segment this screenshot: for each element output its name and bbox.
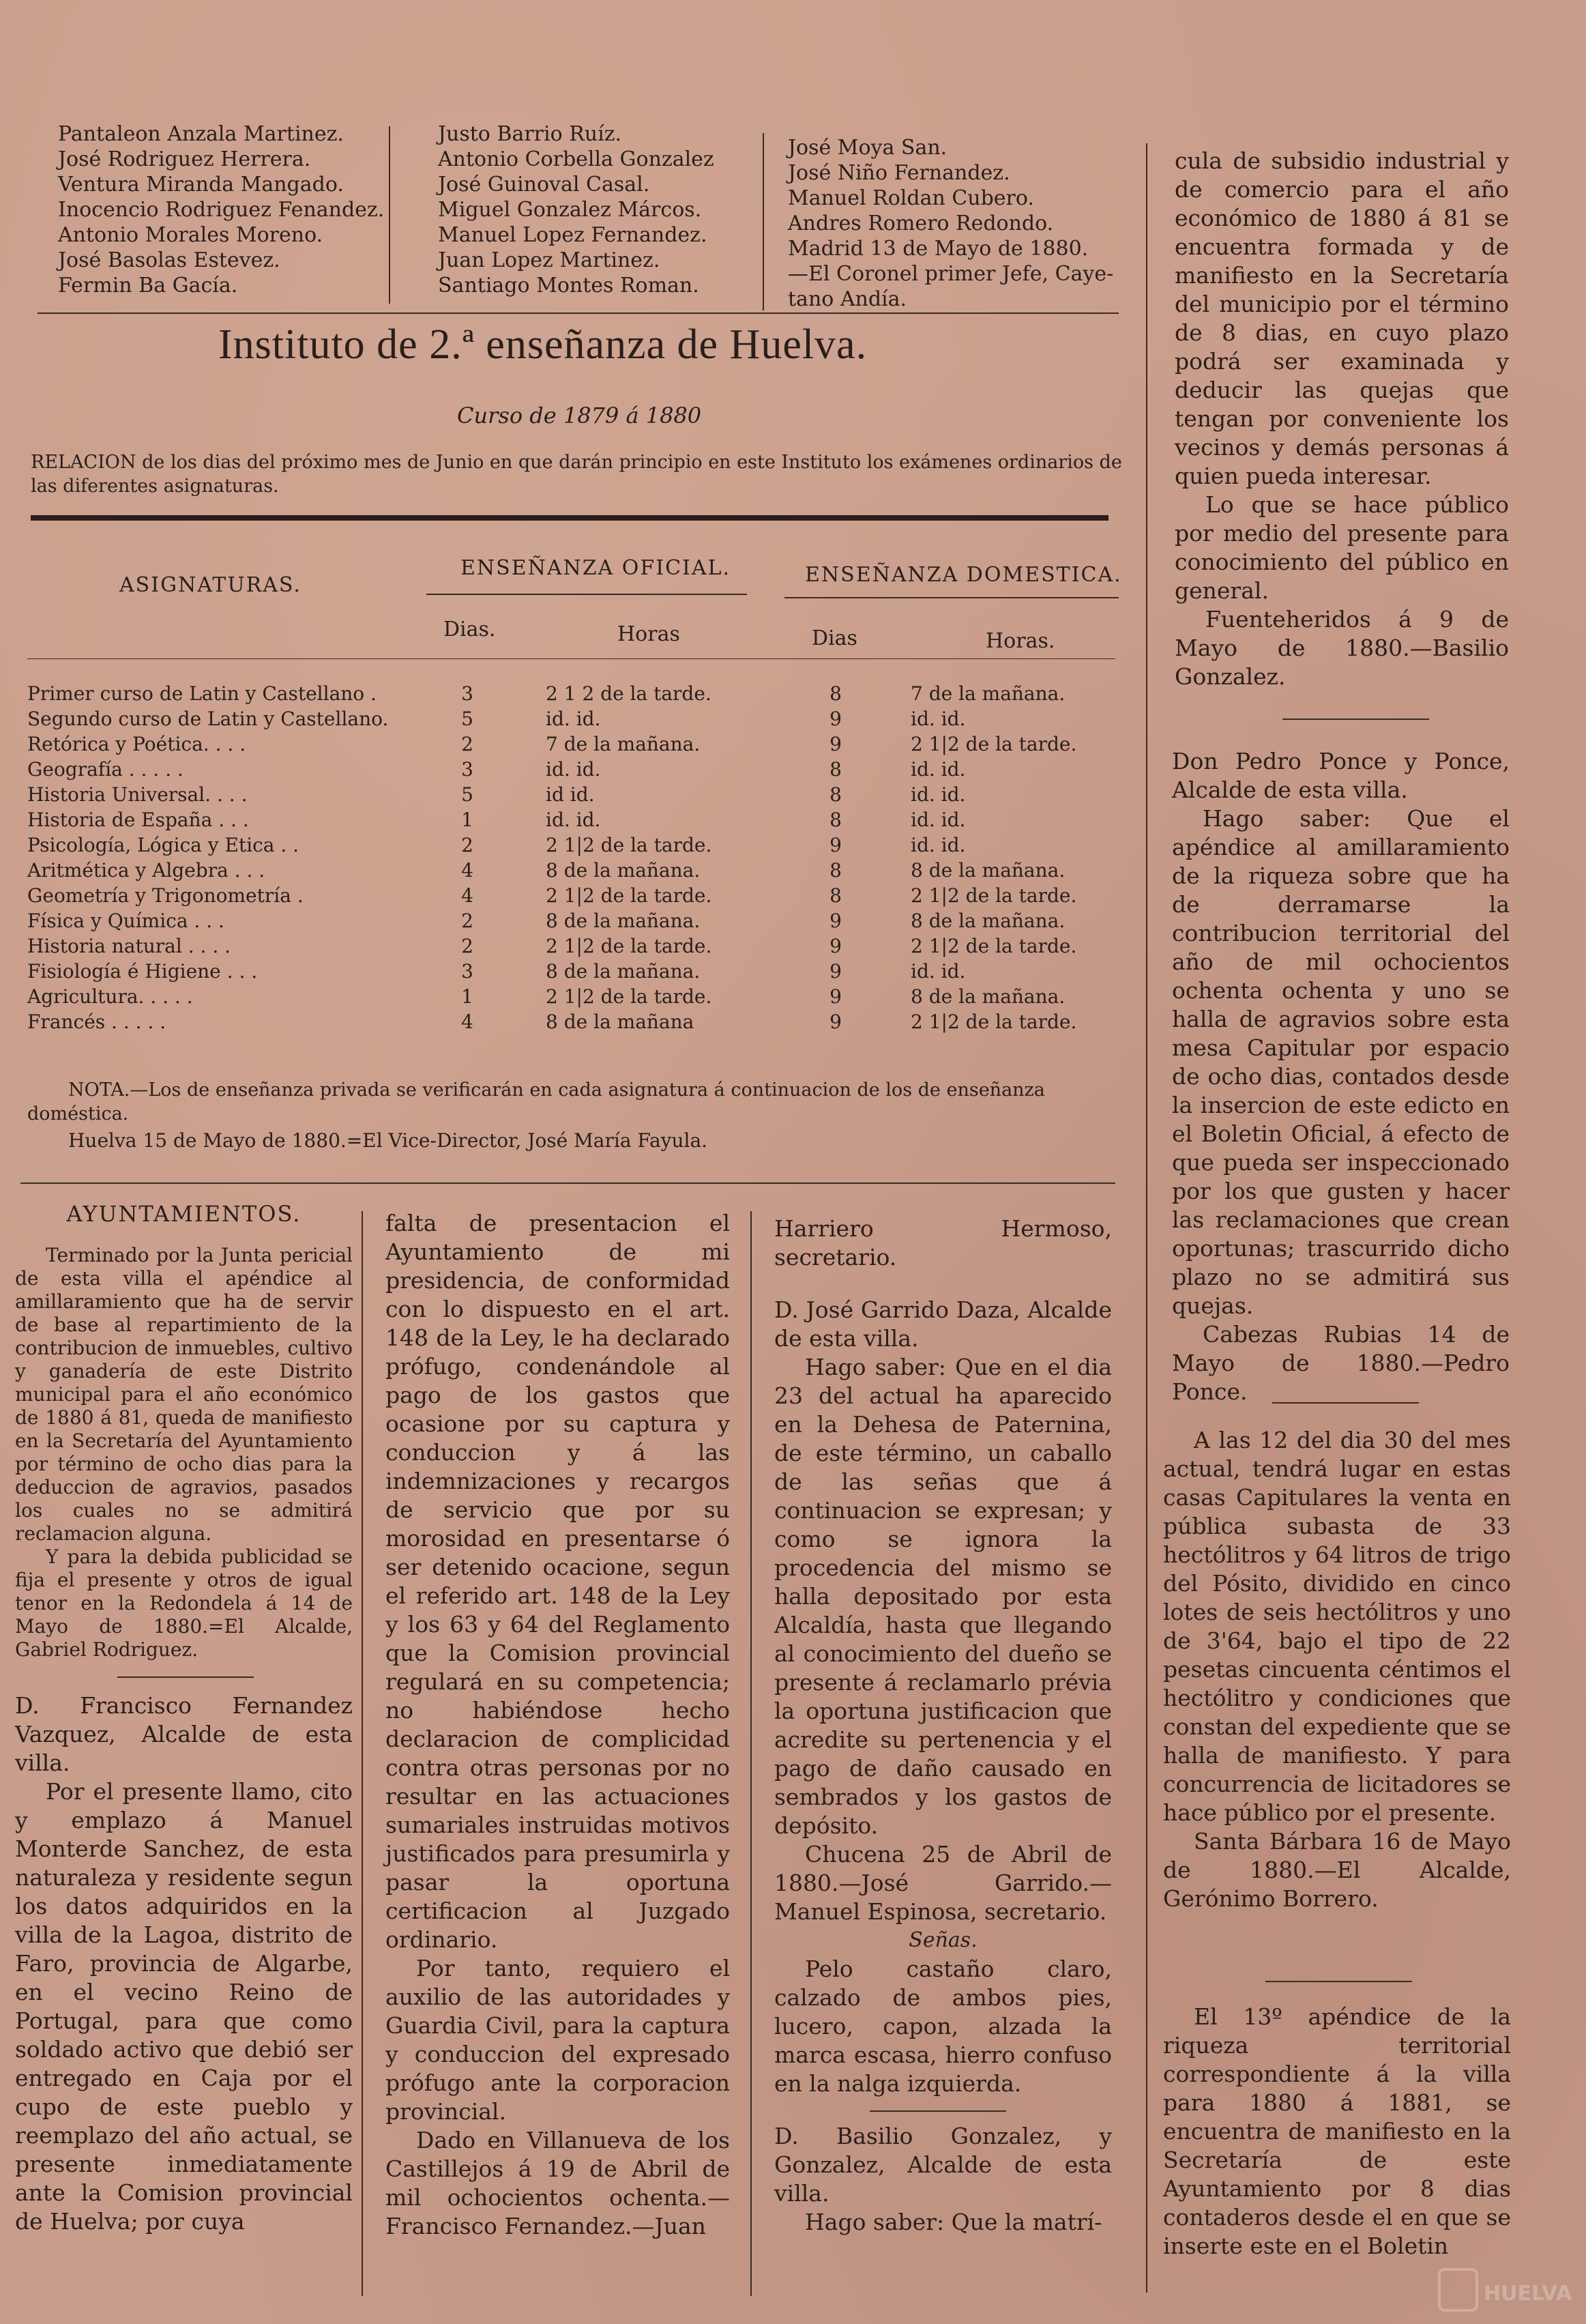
cell-dias-domestica: 8 — [829, 783, 842, 806]
header-rule — [426, 594, 747, 595]
cell-dias-oficial: 3 — [461, 758, 473, 781]
cell-asignatura: Aritmética y Algebra . . . — [27, 859, 265, 882]
cell-dias-domestica: 8 — [829, 682, 842, 705]
junta-notice — [15, 1244, 353, 1661]
notice-heading: Don Pedro Ponce y Ponce, Alcalde de esta villa. — [1172, 748, 1510, 803]
cell-dias-domestica: 9 — [829, 733, 842, 755]
header-dias-oficial: Dias. — [443, 618, 496, 641]
paragraph: Dado en Villanueva de los Castillejos á 19 de Abril de mil ochocientos ochenta.—Francisco Fernandez.—Juan — [385, 2127, 730, 2239]
notice-divider — [870, 2110, 1006, 2112]
name-line: Manuel Lopez Fernandez. — [438, 223, 707, 247]
cell-asignatura: Retórica y Poética. . . . — [27, 733, 246, 755]
header-dias-domestica: Dias — [812, 626, 857, 650]
cell-dias-domestica: 8 — [829, 859, 842, 882]
cell-dias-oficial: 2 — [461, 935, 473, 957]
stamp-label: HUELVA — [1484, 2282, 1572, 2306]
cell-horas-oficial: id. id. — [546, 708, 601, 730]
cell-dias-oficial: 2 — [461, 834, 473, 856]
cell-dias-oficial: 3 — [461, 960, 473, 983]
cell-horas-oficial: id. id. — [546, 758, 601, 781]
cell-dias-domestica: 9 — [829, 985, 842, 1008]
subasta-notice — [1163, 1426, 1511, 1913]
names-list-1 — [58, 121, 384, 298]
cell-horas-oficial: 2 1|2 de la tarde. — [546, 935, 712, 957]
cell-horas-domestica: 2 1|2 de la tarde. — [911, 935, 1077, 957]
cell-asignatura: Historia de España . . . — [27, 809, 249, 831]
paragraph: Por el presente llamo, cito y emplazo á Manuel Monterde Sanchez, de esta naturaleza y residente segun los datos adquiridos en la villa de la Lagoa, distrito de Faro, provincia de Algarbe, en el vecino Reino de Portugal, para que como soldado activo que debió ser entregado en Caja por el cupo de este pueblo y reemplazo del año actual, se presente inmediatamente ante la Comision provincial de Huelva; por cuya — [15, 1778, 353, 2235]
cell-dias-oficial: 3 — [461, 682, 473, 705]
cell-horas-domestica: id. id. — [911, 809, 966, 831]
section-divider — [38, 313, 1119, 314]
cell-horas-domestica: id. id. — [911, 758, 966, 781]
cell-horas-oficial: 7 de la mañana. — [546, 733, 701, 755]
ponce-notice — [1172, 747, 1510, 1406]
cell-horas-domestica: 8 de la mañana. — [911, 859, 1066, 882]
section-divider — [20, 1182, 1115, 1184]
cell-dias-oficial: 5 — [461, 783, 473, 806]
fernandez-notice — [15, 1691, 353, 2236]
curso-subtitle: Curso de 1879 á 1880 — [457, 403, 702, 429]
cell-horas-oficial: 8 de la mañana. — [546, 859, 701, 882]
table-top-rule — [31, 515, 1108, 521]
instituto-title: Instituto de 2.ª enseñanza de Huelva. — [218, 321, 868, 368]
cell-horas-oficial: 2 1|2 de la tarde. — [546, 884, 712, 907]
cell-dias-oficial: 1 — [461, 809, 473, 831]
cell-asignatura: Historia natural . . . . — [27, 935, 231, 957]
cell-horas-domestica: id. id. — [911, 834, 966, 856]
cell-dias-domestica: 9 — [829, 1011, 842, 1033]
cell-dias-domestica: 9 — [829, 834, 842, 856]
apendice-notice — [1163, 2003, 1511, 2261]
cell-horas-oficial: id id. — [546, 783, 595, 806]
header-asignaturas: ASIGNATURAS. — [119, 573, 302, 597]
paragraph: Fuenteheridos á 9 de Mayo de 1880.—Basilio Gonzalez. — [1175, 606, 1509, 690]
cell-dias-oficial: 4 — [461, 1011, 473, 1033]
names-list-3 — [788, 135, 1113, 312]
paragraph: El 13º apéndice de la riqueza territorial correspondiente á la villa para 1880 á 1881, se encuentra de manifiesto en la Secretaría de este Ayuntamiento por 8 dias contaderos desde el en que se inserte este en el Boletin — [1163, 2003, 1511, 2259]
cell-horas-oficial: 2 1 2 de la tarde. — [546, 682, 711, 705]
column-divider — [750, 1211, 752, 2296]
cell-horas-oficial: 2 1|2 de la tarde. — [546, 985, 712, 1008]
nota-text: NOTA.—Los de enseñanza privada se verificarán en cada asignatura á continuacion de los de enseñanza doméstica. — [27, 1079, 1045, 1124]
header-ensenanza-oficial: ENSEÑANZA OFICIAL. — [460, 556, 731, 580]
cell-asignatura: Primer curso de Latin y Castellano . — [27, 682, 377, 705]
cell-horas-domestica: 7 de la mañana. — [911, 682, 1066, 705]
cell-asignatura: Psicología, Lógica y Etica . . — [27, 834, 299, 856]
name-line: Ventura Miranda Mangado. — [58, 173, 344, 197]
section-heading: AYUNTAMIENTOS. — [66, 1201, 302, 1227]
cell-dias-domestica: 8 — [829, 884, 842, 907]
paragraph: Santa Bárbara 16 de Mayo de 1880.—El Alcalde, Gerónimo Borrero. — [1163, 1828, 1511, 1912]
cell-dias-oficial: 4 — [461, 859, 473, 882]
senas-heading: Señas. — [909, 1928, 978, 1952]
paragraph: Chucena 25 de Abril de 1880.—José Garrido.—Manuel Espinosa, secretario. — [774, 1841, 1112, 1925]
paragraph: Terminado por la Junta pericial de esta villa el apéndice al amillaramiento que ha de servir de base al repartimiento de la contribucion de inmuebles, cultivo y ganadería de este Distrito municipal para el año económico de 1880 á 81, queda de manifiesto en la Secretaría del Ayuntamiento por término de ocho dias para la deduccion de agravios, pasados los cuales no se admitirá reclamacion alguna. — [15, 1244, 353, 1545]
paragraph: Pelo castaño claro, calzado de ambos pies, lucero, capon, alzada la marca escasa, hierro confuso en la nalga izquierda. — [774, 1956, 1112, 2097]
name-line: José Niño Fernandez. — [788, 161, 1010, 185]
name-line: Santiago Montes Roman. — [438, 274, 699, 297]
cell-asignatura: Geografía . . . . . — [27, 758, 183, 781]
name-line: Andres Romero Redondo. — [788, 212, 1054, 235]
cell-horas-domestica: 8 de la mañana. — [911, 910, 1066, 932]
name-line: Juan Lopez Martinez. — [438, 248, 660, 272]
cell-dias-oficial: 2 — [461, 733, 473, 755]
cell-asignatura: Fisiología é Higiene . . . — [27, 960, 258, 983]
paragraph: Lo que se hace público por medio del presente para conocimiento del público en general. — [1175, 491, 1509, 604]
relacion-text: RELACION de los dias del próximo mes de Junio en que darán principio en este Instituto los exámenes ordinarios de las diferentes asignaturas. — [31, 452, 1122, 497]
notice-divider — [1265, 1981, 1412, 1982]
name-line: Justo Barrio Ruíz. — [438, 122, 622, 146]
name-line: José Guinoval Casal. — [438, 173, 650, 197]
notice-divider — [1272, 1402, 1419, 1404]
cell-dias-domestica: 9 — [829, 910, 842, 932]
header-rule — [784, 597, 1119, 598]
instituto-signature: Huelva 15 de Mayo de 1880.=El Vice-Director, José María Fayula. — [68, 1129, 708, 1152]
cell-dias-oficial: 1 — [461, 985, 473, 1008]
paragraph: Hago saber: Que la matrí- — [805, 2209, 1102, 2235]
paragraph: Y para la debida publicidad se fija el presente y otros de igual tenor en la Redondela á 14 de Mayo de 1880.=El Alcalde, Gabriel Rodriguez. — [15, 1545, 353, 1661]
cell-asignatura: Historia Universal. . . . — [27, 783, 248, 806]
cell-asignatura: Física y Química . . . — [27, 910, 224, 932]
cell-asignatura: Geometría y Trigonometría . — [27, 884, 304, 907]
name-line: Manuel Roldan Cubero. — [788, 186, 1034, 210]
archive-stamp — [1436, 2263, 1572, 2317]
shield-icon — [1436, 2263, 1572, 2317]
paragraph: falta de presentacion el Ayuntamiento de mi presidencia, de conformidad con lo dispuesto en el art. 148 de la Ley, le ha declarado prófugo, condenándole al pago de los gastos que ocasione por su captura y conduccion y á las indemnizaciones y recargos de servicio que por su morosidad en presentarse ó ser detenido ocacione, segun el referido art. 148 de la Ley y los 63 y 64 del Reglamento que la Comision provincial regulará en su competencia; no habiéndose hecho declaracion de complicidad contra otras personas por no resultar en las actuaciones sumariales instruidas motivos justificados para presumirla y pasar la oportuna certificacion al Juzgado ordinario. — [385, 1210, 730, 1953]
cell-horas-oficial: 8 de la mañana — [546, 1011, 694, 1033]
header-rule — [27, 658, 1115, 659]
name-line: Antonio Morales Moreno. — [58, 223, 323, 247]
paragraph: A las 12 del dia 30 del mes actual, tendrá lugar en estas casas Capitulares la venta en pública subasta de 33 hectólitros y 64 litros de trigo del Pósito, dividido en cinco lotes de seis hectólitros y uno de 3'64, bajo el tipo de 22 pesetas cincuenta céntimos el hectólitro y condiciones que constan del expediente que se halla de manifiesto. Y para concurrencia de licitadores se hace público por el presente. — [1163, 1427, 1511, 1826]
cell-horas-domestica: 2 1|2 de la tarde. — [911, 733, 1077, 755]
cell-asignatura: Segundo curso de Latin y Castellano. — [27, 708, 389, 730]
header-ensenanza-domestica: ENSEÑANZA DOMESTICA. — [805, 563, 1122, 587]
cell-horas-domestica: id. id. — [911, 960, 966, 983]
column-divider — [362, 1211, 363, 2296]
name-line: Inocencio Rodriguez Fenandez. — [58, 198, 385, 222]
names-list-2 — [438, 121, 714, 298]
cell-horas-domestica: 8 de la mañana. — [911, 985, 1066, 1008]
notice-divider — [1282, 718, 1429, 720]
column-divider — [1146, 143, 1147, 2293]
header-horas-oficial: Horas — [617, 622, 680, 646]
cell-asignatura: Agricultura. . . . . — [27, 985, 193, 1008]
notice-heading: D. Basilio Gonzalez, y Gonzalez, Alcalde de esta villa. — [774, 2123, 1112, 2207]
paragraph: Hago saber: Que en el dia 23 del actual ha aparecido en la Dehesa de Paternina, de este término, un caballo de las señas que á continuacion se expresan; y como se ignora la procedencia del mismo se halla depositado por esta Alcaldía, hasta que llegando al conocimiento del dueño se presente á reclamarlo prévia la oportuna justificacion que acredite su pertenencia y el pago de daño causado en sembrados y los gastos de depósito. — [774, 1354, 1112, 1839]
name-line: Pantaleon Anzala Martinez. — [58, 122, 344, 146]
paragraph: cula de subsidio industrial y de comercio para el año económico de 1880 á 81 se encuentra formada y de manifiesto en la Secretaría del municipio por el término de 8 dias, en cuyo plazo podrá ser examinada y deducir las quejas que tengan por conveniente los vecinos y demás personas á quien pueda interesar. — [1175, 147, 1509, 489]
column-divider — [389, 126, 390, 304]
cell-dias-domestica: 9 — [829, 708, 842, 730]
header-horas-domestica: Horas. — [986, 629, 1055, 653]
cell-dias-oficial: 4 — [461, 884, 473, 907]
cell-dias-oficial: 2 — [461, 910, 473, 932]
cell-horas-domestica: id. id. — [911, 708, 966, 730]
paragraph: Cabezas Rubias 14 de Mayo de 1880.—Pedro Ponce. — [1172, 1321, 1510, 1405]
cell-horas-domestica: id. id. — [911, 783, 966, 806]
cell-horas-domestica: 2 1|2 de la tarde. — [911, 884, 1077, 907]
name-line: Madrid 13 de Mayo de 1880. — [788, 237, 1089, 261]
caballo-column — [774, 1215, 1112, 2237]
cell-horas-oficial: 2 1|2 de la tarde. — [546, 834, 712, 856]
cell-asignatura: Francés . . . . . — [27, 1011, 166, 1033]
cell-dias-domestica: 8 — [829, 809, 842, 831]
name-line: Miguel Gonzalez Márcos. — [438, 198, 702, 222]
cell-horas-domestica: 2 1|2 de la tarde. — [911, 1011, 1077, 1033]
paragraph: Harriero Hermoso, secretario. — [774, 1215, 1112, 1270]
name-line: Antonio Corbella Gonzalez — [438, 147, 714, 171]
name-line: José Moya San. — [788, 136, 948, 160]
paragraph: Por tanto, requiero el auxilio de las autoridades y Guardia Civil, para la captura y conduccion del expresado prófugo ante la corporacion provincial. — [385, 1955, 730, 2125]
column-divider — [763, 133, 764, 310]
notice-heading: D. Francisco Fernandez Vazquez, Alcalde de esta villa. — [15, 1692, 353, 1776]
name-line: José Rodriguez Herrera. — [58, 147, 311, 171]
name-line: José Basolas Estevez. — [58, 248, 280, 272]
cell-horas-oficial: id. id. — [546, 809, 601, 831]
notice-divider — [117, 1676, 254, 1678]
prófugo-column — [385, 1209, 730, 2241]
name-line: tano Andía. — [788, 287, 907, 311]
ayuntamientos-column — [15, 1201, 353, 2236]
cell-dias-oficial: 5 — [461, 708, 473, 730]
name-line: —El Coronel primer Jefe, Caye- — [788, 262, 1114, 286]
cell-dias-domestica: 9 — [829, 935, 842, 957]
notice-heading: D. José Garrido Daza, Alcalde de esta villa. — [774, 1296, 1112, 1352]
paragraph: Hago saber: Que el apéndice al amillaramiento de la riqueza sobre que ha de derramarse la contribucion territorial del año de mil ochocientos ochenta ochenta y uno se halla de agravios sobre esta mesa Capitular por espacio de ocho dias, contados desde la insercion de este edicto en el Boletin Oficial, á efecto de que pueda ser inspeccionado por los que gusten y hacer las reclamaciones que crean oportunas; trascurrido dicho plazo no se admitirá sus quejas. — [1172, 805, 1510, 1319]
cell-dias-domestica: 9 — [829, 960, 842, 983]
cell-dias-domestica: 8 — [829, 758, 842, 781]
cell-horas-oficial: 8 de la mañana. — [546, 960, 701, 983]
cell-horas-oficial: 8 de la mañana. — [546, 910, 701, 932]
subsidio-notice — [1175, 147, 1509, 691]
name-line: Fermin Ba Gacía. — [58, 274, 238, 297]
